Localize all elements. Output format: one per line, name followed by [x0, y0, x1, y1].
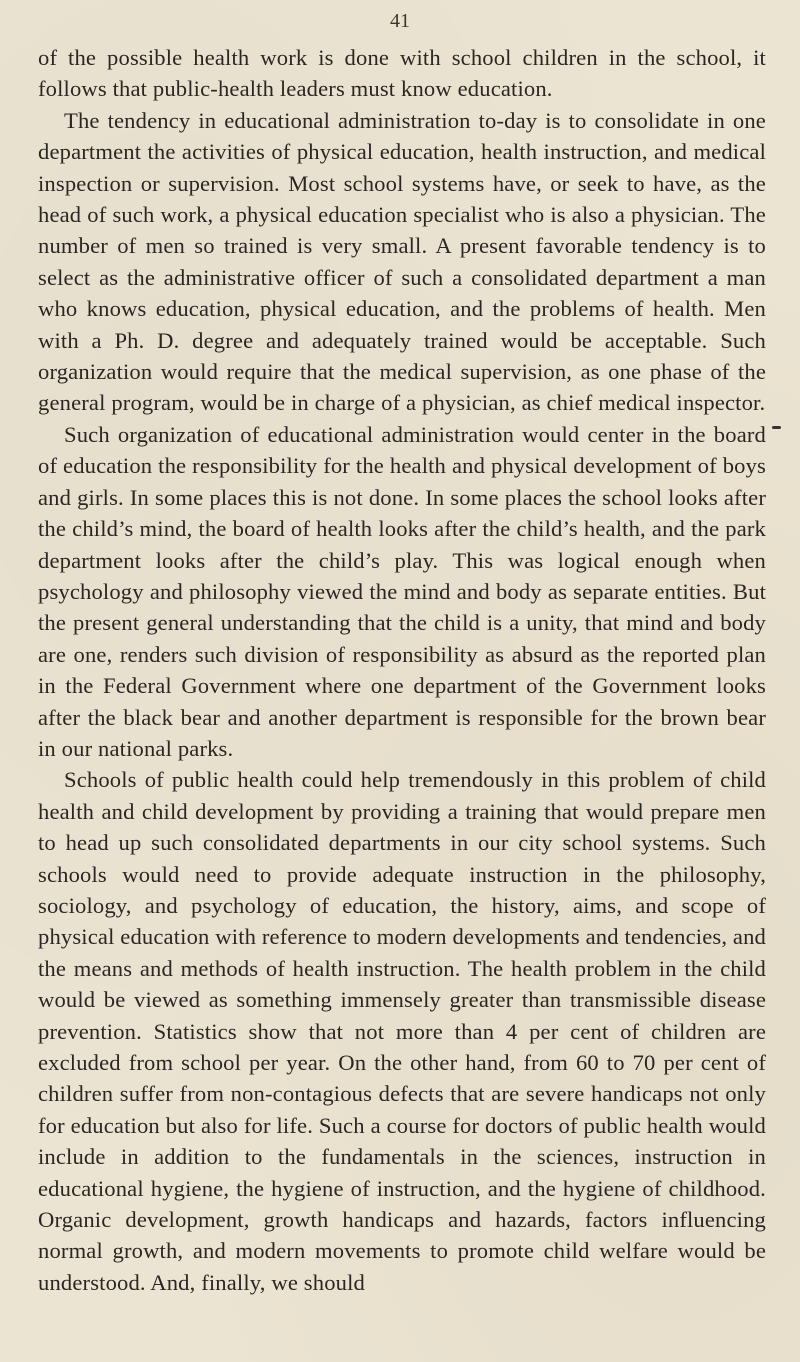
paragraph-continuation: of the possible health work is done with school children in the school, it follows that public-health leaders must know education. [38, 45, 766, 102]
paragraph-consolidation: The tendency in educational administration to-day is to consolidate in one department the activities of physical education, health instruction, and medical inspection or supervision. Most school systems have, or seek to have, as the head of such work, a physical education specialist who is also a physician. The number of men so trained is very small. A present favorable tendency is to select as the administrative officer of such a consolidated department a man who knows education, physical education, and the problems of health. Men with a Ph. D. degree and adequately trained would be acceptable. Such organization would require that the medical supervision, as one phase of the general program, would be in charge of a physician, as chief medical inspector. [38, 107, 766, 416]
margin-mark [772, 426, 781, 429]
paragraph-schools-of-public-health: Schools of public health could help tremendously in this problem of child health and child development by providing a training that would prepare men to head up such consolidated departments in our city school systems. Such schools would need to provide adequate instruction in the philosophy, sociology, and psychology of education, the history, aims, and scope of physical education with reference to modern developments and tendencies, and the means and methods of health instruction. The health problem in the child would be viewed as something immensely greater than transmissible disease prevention. Statistics show that not more than 4 per cent of children are excluded from school per year. On the other hand, from 60 to 70 per cent of children suffer from non-contagious defects that are severe handicaps not only for education but also for life. Such a course for doctors of public health would include in addition to the fundamentals in the sciences, instruction in educational hygiene, the hygiene of instruction, and the hygiene of childhood. Organic development, growth handicaps and hazards, factors influencing normal growth, and modern movements to promote child welfare would be understood. And, finally, we should [38, 767, 766, 1295]
paragraph-board-of-education: Such organization of educational administration would center in the board of education the responsibility for the health and physical development of boys and girls. In some places this is not done. In some places the school looks after the child’s mind, the board of health looks after the child’s health, and the park department looks after the child’s play. This was logical enough when psychology and philosophy viewed the mind and body as separate entities. But the present general understanding that the child is a unity, that mind and body are one, renders such division of responsibility as absurd as the reported plan in the Federal Government where one department of the Government looks after the black bear and another department is responsible for the brown bear in our national parks. [38, 421, 766, 761]
page-number: 41 [390, 10, 410, 32]
page-body [38, 42, 766, 1298]
